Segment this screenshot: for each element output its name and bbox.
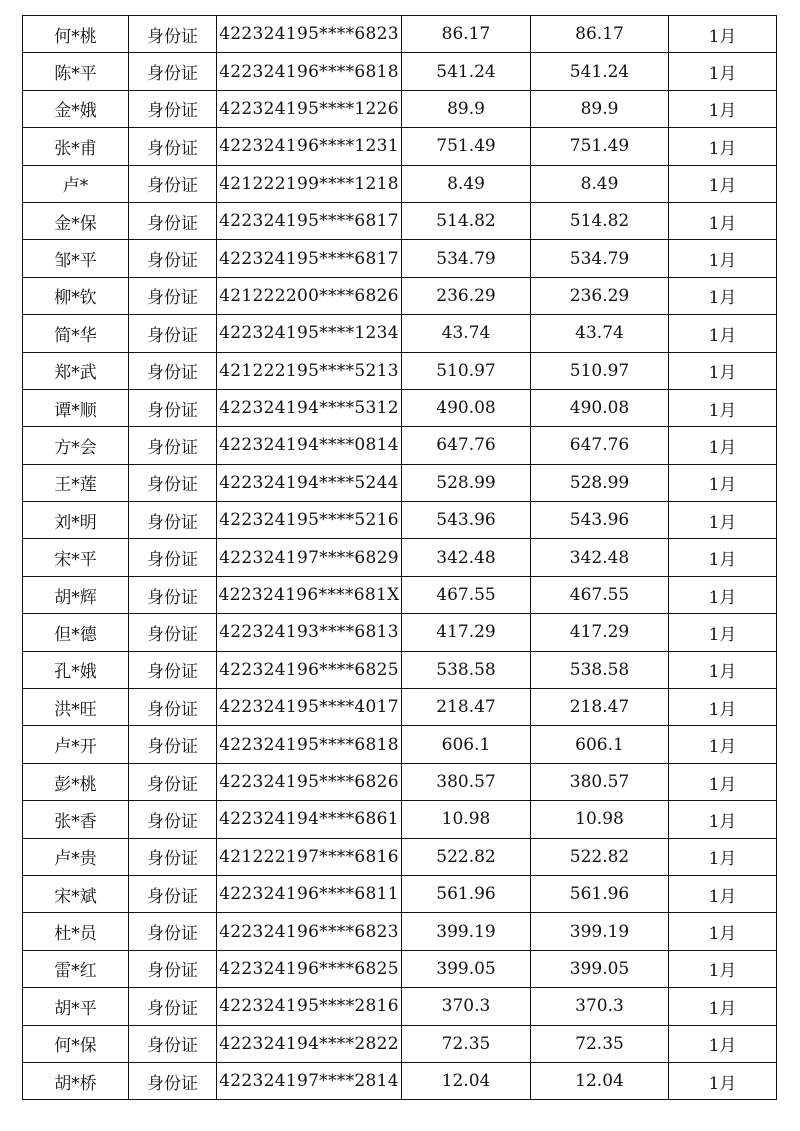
name-cell: 张*甫 [23, 128, 129, 165]
id-number-cell: 421222197****6816 [217, 838, 402, 875]
document-type-cell: 身份证 [129, 875, 217, 912]
month-cell: 1月 [669, 202, 777, 239]
table-row [23, 1025, 777, 1062]
paid-amount-cell: 89.9 [531, 90, 669, 127]
id-number-cell: 422324196****681X [217, 576, 402, 613]
table-row [23, 240, 777, 277]
amount-cell: 86.17 [402, 16, 531, 53]
paid-amount-cell: 541.24 [531, 53, 669, 90]
paid-amount-cell: 380.57 [531, 763, 669, 800]
table-row [23, 913, 777, 950]
document-type-cell: 身份证 [129, 1062, 217, 1099]
amount-cell: 218.47 [402, 689, 531, 726]
paid-amount-cell: 8.49 [531, 165, 669, 202]
month-cell: 1月 [669, 801, 777, 838]
document-type-cell: 身份证 [129, 838, 217, 875]
name-cell: 王*莲 [23, 464, 129, 501]
table-row [23, 427, 777, 464]
paid-amount-cell: 218.47 [531, 689, 669, 726]
id-number-cell: 422324193****6813 [217, 614, 402, 651]
paid-amount-cell: 543.96 [531, 502, 669, 539]
table-row [23, 875, 777, 912]
month-cell: 1月 [669, 165, 777, 202]
table-body [23, 16, 777, 1100]
table-row [23, 16, 777, 53]
table-row [23, 801, 777, 838]
name-cell: 杜*员 [23, 913, 129, 950]
paid-amount-cell: 510.97 [531, 352, 669, 389]
name-cell: 卢*开 [23, 726, 129, 763]
document-type-cell: 身份证 [129, 614, 217, 651]
name-cell: 简*华 [23, 315, 129, 352]
name-cell: 宋*斌 [23, 875, 129, 912]
name-cell: 郑*武 [23, 352, 129, 389]
name-cell: 何*保 [23, 1025, 129, 1062]
table-row [23, 1062, 777, 1099]
paid-amount-cell: 10.98 [531, 801, 669, 838]
id-number-cell: 422324194****6861 [217, 801, 402, 838]
id-number-cell: 422324195****6823 [217, 16, 402, 53]
month-cell: 1月 [669, 352, 777, 389]
paid-amount-cell: 751.49 [531, 128, 669, 165]
table-row [23, 277, 777, 314]
document-type-cell: 身份证 [129, 128, 217, 165]
amount-cell: 467.55 [402, 576, 531, 613]
table-row [23, 315, 777, 352]
amount-cell: 8.49 [402, 165, 531, 202]
document-type-cell: 身份证 [129, 90, 217, 127]
id-number-cell: 421222200****6826 [217, 277, 402, 314]
amount-cell: 417.29 [402, 614, 531, 651]
amount-cell: 399.19 [402, 913, 531, 950]
amount-cell: 522.82 [402, 838, 531, 875]
id-number-cell: 422324197****2814 [217, 1062, 402, 1099]
month-cell: 1月 [669, 838, 777, 875]
name-cell: 雷*红 [23, 950, 129, 987]
paid-amount-cell: 86.17 [531, 16, 669, 53]
name-cell: 方*会 [23, 427, 129, 464]
amount-cell: 236.29 [402, 277, 531, 314]
paid-amount-cell: 534.79 [531, 240, 669, 277]
id-number-cell: 422324194****0814 [217, 427, 402, 464]
id-number-cell: 422324197****6829 [217, 539, 402, 576]
table-row [23, 988, 777, 1025]
paid-amount-cell: 370.3 [531, 988, 669, 1025]
month-cell: 1月 [669, 726, 777, 763]
document-type-cell: 身份证 [129, 576, 217, 613]
document-type-cell: 身份证 [129, 801, 217, 838]
table-row [23, 651, 777, 688]
document-type-cell: 身份证 [129, 539, 217, 576]
name-cell: 陈*平 [23, 53, 129, 90]
id-number-cell: 422324194****2822 [217, 1025, 402, 1062]
month-cell: 1月 [669, 53, 777, 90]
amount-cell: 89.9 [402, 90, 531, 127]
amount-cell: 528.99 [402, 464, 531, 501]
name-cell: 刘*明 [23, 502, 129, 539]
amount-cell: 751.49 [402, 128, 531, 165]
document-type-cell: 身份证 [129, 53, 217, 90]
name-cell: 金*保 [23, 202, 129, 239]
amount-cell: 541.24 [402, 53, 531, 90]
paid-amount-cell: 72.35 [531, 1025, 669, 1062]
name-cell: 胡*桥 [23, 1062, 129, 1099]
paid-amount-cell: 561.96 [531, 875, 669, 912]
document-type-cell: 身份证 [129, 763, 217, 800]
table-row [23, 53, 777, 90]
id-number-cell: 422324196****6811 [217, 875, 402, 912]
document-type-cell: 身份证 [129, 315, 217, 352]
name-cell: 但*德 [23, 614, 129, 651]
table-row [23, 90, 777, 127]
paid-amount-cell: 43.74 [531, 315, 669, 352]
paid-amount-cell: 236.29 [531, 277, 669, 314]
month-cell: 1月 [669, 1062, 777, 1099]
month-cell: 1月 [669, 464, 777, 501]
month-cell: 1月 [669, 389, 777, 426]
name-cell: 金*娥 [23, 90, 129, 127]
amount-cell: 606.1 [402, 726, 531, 763]
document-type-cell: 身份证 [129, 427, 217, 464]
name-cell: 邹*平 [23, 240, 129, 277]
month-cell: 1月 [669, 427, 777, 464]
id-number-cell: 422324195****6818 [217, 726, 402, 763]
paid-amount-cell: 417.29 [531, 614, 669, 651]
amount-cell: 543.96 [402, 502, 531, 539]
paid-amount-cell: 399.19 [531, 913, 669, 950]
name-cell: 柳*钦 [23, 277, 129, 314]
name-cell: 卢* [23, 165, 129, 202]
document-type-cell: 身份证 [129, 352, 217, 389]
id-number-cell: 421222199****1218 [217, 165, 402, 202]
amount-cell: 510.97 [402, 352, 531, 389]
month-cell: 1月 [669, 90, 777, 127]
amount-cell: 10.98 [402, 801, 531, 838]
id-number-cell: 422324195****1234 [217, 315, 402, 352]
paid-amount-cell: 342.48 [531, 539, 669, 576]
table-row [23, 165, 777, 202]
month-cell: 1月 [669, 576, 777, 613]
name-cell: 卢*贵 [23, 838, 129, 875]
name-cell: 洪*旺 [23, 689, 129, 726]
table-row [23, 502, 777, 539]
name-cell: 张*香 [23, 801, 129, 838]
name-cell: 宋*平 [23, 539, 129, 576]
paid-amount-cell: 12.04 [531, 1062, 669, 1099]
id-number-cell: 422324194****5244 [217, 464, 402, 501]
paid-amount-cell: 514.82 [531, 202, 669, 239]
id-number-cell: 422324195****6817 [217, 202, 402, 239]
month-cell: 1月 [669, 240, 777, 277]
document-type-cell: 身份证 [129, 202, 217, 239]
id-number-cell: 422324195****2816 [217, 988, 402, 1025]
name-cell: 彭*桃 [23, 763, 129, 800]
month-cell: 1月 [669, 763, 777, 800]
amount-cell: 370.3 [402, 988, 531, 1025]
month-cell: 1月 [669, 988, 777, 1025]
document-type-cell: 身份证 [129, 651, 217, 688]
document-type-cell: 身份证 [129, 950, 217, 987]
paid-amount-cell: 490.08 [531, 389, 669, 426]
paid-amount-cell: 528.99 [531, 464, 669, 501]
document-type-cell: 身份证 [129, 240, 217, 277]
name-cell: 谭*顺 [23, 389, 129, 426]
month-cell: 1月 [669, 913, 777, 950]
document-type-cell: 身份证 [129, 1025, 217, 1062]
table-row [23, 202, 777, 239]
table-row [23, 128, 777, 165]
id-number-cell: 422324194****5312 [217, 389, 402, 426]
amount-cell: 534.79 [402, 240, 531, 277]
id-number-cell: 422324195****5216 [217, 502, 402, 539]
name-cell: 孔*娥 [23, 651, 129, 688]
amount-cell: 399.05 [402, 950, 531, 987]
paid-amount-cell: 647.76 [531, 427, 669, 464]
amount-cell: 490.08 [402, 389, 531, 426]
month-cell: 1月 [669, 689, 777, 726]
id-number-cell: 422324195****6826 [217, 763, 402, 800]
id-number-cell: 422324196****6818 [217, 53, 402, 90]
month-cell: 1月 [669, 539, 777, 576]
amount-cell: 380.57 [402, 763, 531, 800]
month-cell: 1月 [669, 651, 777, 688]
id-number-cell: 422324195****1226 [217, 90, 402, 127]
table-row [23, 352, 777, 389]
paid-amount-cell: 522.82 [531, 838, 669, 875]
table-row [23, 614, 777, 651]
document-type-cell: 身份证 [129, 389, 217, 426]
id-number-cell: 422324195****4017 [217, 689, 402, 726]
table-row [23, 950, 777, 987]
name-cell: 何*桃 [23, 16, 129, 53]
amount-cell: 538.58 [402, 651, 531, 688]
table-row [23, 726, 777, 763]
table-row [23, 763, 777, 800]
id-number-cell: 422324196****1231 [217, 128, 402, 165]
id-number-cell: 422324196****6825 [217, 651, 402, 688]
document-type-cell: 身份证 [129, 689, 217, 726]
amount-cell: 647.76 [402, 427, 531, 464]
document-type-cell: 身份证 [129, 726, 217, 763]
table-row [23, 539, 777, 576]
document-type-cell: 身份证 [129, 464, 217, 501]
document-type-cell: 身份证 [129, 913, 217, 950]
amount-cell: 342.48 [402, 539, 531, 576]
document-type-cell: 身份证 [129, 988, 217, 1025]
table-row [23, 576, 777, 613]
subsidy-table [22, 15, 777, 1100]
month-cell: 1月 [669, 315, 777, 352]
month-cell: 1月 [669, 16, 777, 53]
month-cell: 1月 [669, 277, 777, 314]
document-type-cell: 身份证 [129, 16, 217, 53]
amount-cell: 561.96 [402, 875, 531, 912]
paid-amount-cell: 399.05 [531, 950, 669, 987]
table-row [23, 389, 777, 426]
amount-cell: 514.82 [402, 202, 531, 239]
document-type-cell: 身份证 [129, 502, 217, 539]
id-number-cell: 422324195****6817 [217, 240, 402, 277]
amount-cell: 72.35 [402, 1025, 531, 1062]
month-cell: 1月 [669, 1025, 777, 1062]
table-row [23, 464, 777, 501]
document-type-cell: 身份证 [129, 277, 217, 314]
name-cell: 胡*平 [23, 988, 129, 1025]
id-number-cell: 422324196****6825 [217, 950, 402, 987]
name-cell: 胡*辉 [23, 576, 129, 613]
paid-amount-cell: 467.55 [531, 576, 669, 613]
month-cell: 1月 [669, 875, 777, 912]
table-row [23, 838, 777, 875]
document-type-cell: 身份证 [129, 165, 217, 202]
month-cell: 1月 [669, 614, 777, 651]
amount-cell: 12.04 [402, 1062, 531, 1099]
amount-cell: 43.74 [402, 315, 531, 352]
paid-amount-cell: 538.58 [531, 651, 669, 688]
month-cell: 1月 [669, 128, 777, 165]
month-cell: 1月 [669, 502, 777, 539]
paid-amount-cell: 606.1 [531, 726, 669, 763]
table-row [23, 689, 777, 726]
id-number-cell: 422324196****6823 [217, 913, 402, 950]
month-cell: 1月 [669, 950, 777, 987]
id-number-cell: 421222195****5213 [217, 352, 402, 389]
